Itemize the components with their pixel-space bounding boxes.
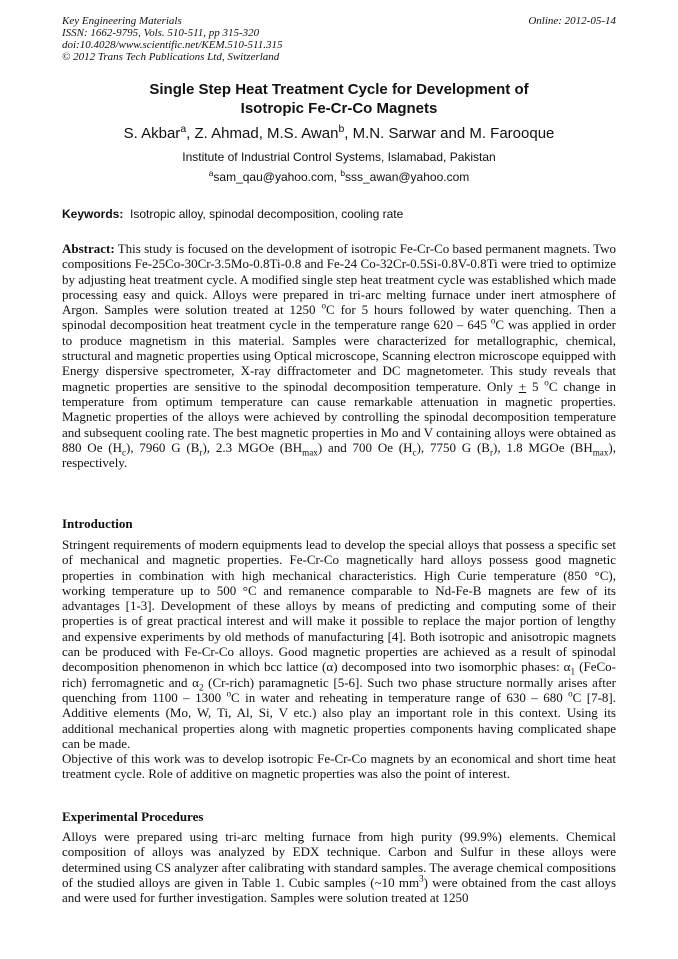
abstract-text: C for 5 hours followed by water quenching. Then a spinodal decomposition heat treatment cycle in the temperature range 620 – 645 (62, 302, 616, 333)
author-1: S. Akbar (123, 125, 181, 142)
author-emails (62, 170, 616, 185)
author-1-mark: a (180, 123, 187, 135)
subscript: r (199, 447, 203, 458)
author-3-mark: b (338, 123, 345, 135)
experimental-body (62, 829, 616, 905)
abstract-text: ), 1.8 MGOe (BH (492, 439, 593, 455)
subscript: c (412, 447, 417, 458)
keywords-text: Isotropic alloy, spinodal decomposition, cooling rate (130, 207, 404, 221)
intro-text: (FeCo-rich) ferromagnetic and α (62, 659, 616, 690)
online-date: Online: 2012-05-14 (528, 15, 616, 27)
abstract-text: ), 7960 G (B (126, 439, 200, 455)
intro-text: C [7-8]. Additive elements (Mo, W, Ti, Al, Si, V etc.) also play an important role in this context. Using its additional mechanical properties along with magnetic properties components having complicated shape can be made. (62, 689, 616, 751)
affiliation: Institute of Industrial Control Systems, Islamabad, Pakistan (182, 150, 496, 164)
subscript: 2 (198, 682, 204, 693)
subscript: 1 (570, 666, 576, 677)
paper-title (62, 80, 616, 118)
issn-line: ISSN: 1662-9795, Vols. 510-511, pp 315-320 (62, 27, 260, 39)
abstract-text: ), respectively. (62, 439, 616, 471)
keywords-label: Keywords: (62, 207, 124, 221)
doi-line[interactable]: doi:10.4028/www.scientific.net/KEM.510-511.315 (62, 39, 283, 51)
degree-mark: o (321, 300, 326, 311)
intro-text: (Cr-rich) paramagnetic [5-6]. Such two phase structure normally arises after quenching from 1100 – 1300 (62, 674, 616, 705)
subscript: max (302, 447, 318, 458)
plus-minus-sign: + (518, 378, 527, 394)
abstract-text: ), 2.3 MGOe (BH (202, 439, 303, 455)
abstract-text: C change in temperature from optimum temperature can cause remarkable attenuation in magnetic properties. Magnetic properties of the alloys were achieved by controlling the spinodal decomposition temperature and subsequent cooling rate. The best magnetic properties in Mo and V containing alloys were obtained as 880 Oe (H (62, 378, 617, 455)
intro-text: C in water and reheating in temperature range of 630 – 680 (231, 689, 569, 705)
journal-name: Key Engineering Materials (62, 15, 182, 27)
degree-mark: o (544, 377, 549, 388)
subscript: r (489, 447, 493, 458)
title-line-1: Single Step Heat Treatment Cycle for Development of (149, 81, 529, 98)
journal-header (62, 15, 616, 63)
copyright-line: © 2012 Trans Tech Publications Ltd, Switzerland (62, 51, 280, 63)
author-rest: , M.N. Sarwar and M. Farooque (344, 125, 555, 142)
degree-mark: o (226, 688, 232, 699)
introduction-heading: Introduction (62, 516, 133, 531)
email-a-mark: a (208, 168, 214, 178)
introduction-body (62, 537, 616, 782)
abstract-text: 5 (526, 378, 545, 394)
author-2-3: , Z. Ahmad, M.S. Awan (186, 125, 339, 142)
subscript: c (121, 447, 127, 458)
superscript: 3 (419, 873, 424, 884)
intro-text: Stringent requirements of modern equipments lead to develop the special alloys that possess a specific set of mechanical and magnetic properties. Fe-Cr-Co magnetically hard alloys possess good magnetic properties in combination with high mechanical characteristics. High Curie temperature (850 °C), working temperature up to 500 °C and remanence comparable to Nd-Fe-B magnets are few of its advantages [1-3]. Development of these alloys by means of predicting and computing some of their properties is of great practical interest and will make it possible to replace the major portion of lengthy and expensive experiments by old methods of manufacturing [4]. Both isotropic and anisotropic magnets can be produced with Fe-Cr-Co alloys. Good magnetic properties are achieved as a result of spinodal decomposition phenomenon in which bcc lattice (α) decomposed into two isomorphic phases: α (62, 537, 616, 675)
abstract-text: ) and 700 Oe (H (317, 439, 413, 455)
exp-text: Alloys were prepared using tri-arc melting furnace from high purity (99.9%) elements. Chemical composition of alloys was analyzed by EDX technique. Carbon and Sulfur in these alloys were determined using CS analyzer after calibrating with standard samples. The average chemical compositions of the studied alloys are given in Table 1. Cubic samples (~10 mm (62, 829, 616, 890)
degree-mark: o (490, 316, 496, 327)
introduction-paragraph-2: Objective of this work was to develop isotropic Fe-Cr-Co magnets by an economical and short time heat treatment cycle. Role of additive on magnetic properties was also the point of interest. (62, 751, 616, 782)
abstract-text: C was applied in order to produce magnetism in this material. Samples were characterized for metallographic, chemical, structural and magnetic properties using Optical microscope, Scanning electron microscope equipped with Energy dispersive spectrometer, X-ray diffractometer and DC magnetometer. This study reveals that magnetic properties are sensitive to the spinodal decomposition temperature. Only (62, 317, 616, 394)
keywords (62, 207, 616, 222)
email-b-mark: b (340, 168, 345, 178)
email-b[interactable]: sss_awan@yahoo.com (345, 170, 470, 184)
email-a[interactable]: sam_qau@yahoo.com, (213, 170, 341, 184)
subscript: max (592, 447, 609, 458)
degree-mark: o (568, 688, 573, 699)
author-list (62, 124, 616, 144)
abstract (62, 241, 616, 470)
exp-text: ) were obtained from the cast alloys and were used for further investigation. Samples were solution treated at 1250 (62, 874, 616, 906)
abstract-label: Abstract: (62, 241, 115, 256)
title-line-2: Isotropic Fe-Cr-Co Magnets (240, 100, 438, 117)
experimental-heading: Experimental Procedures (62, 809, 204, 824)
abstract-text: This study is focused on the development of isotropic Fe-Cr-Co based permanent magnets. Two compositions Fe-25Co-30Cr-3.5Mo-0.8Ti-0.8 and Fe-24 Co-32Cr-0.5Si-0.8V-0.8Ti were tried to optimize by adjusting heat treatment cycle. A modified single step heat treatment cycle was established which made processing easy and quick. Alloys were prepared in tri-arc melting furnace under inert atmosphere of Argon. Samples were solution treated at 1250 (62, 241, 617, 318)
abstract-text: ), 7750 G (B (416, 439, 490, 455)
introduction-paragraph-1 (62, 537, 616, 751)
